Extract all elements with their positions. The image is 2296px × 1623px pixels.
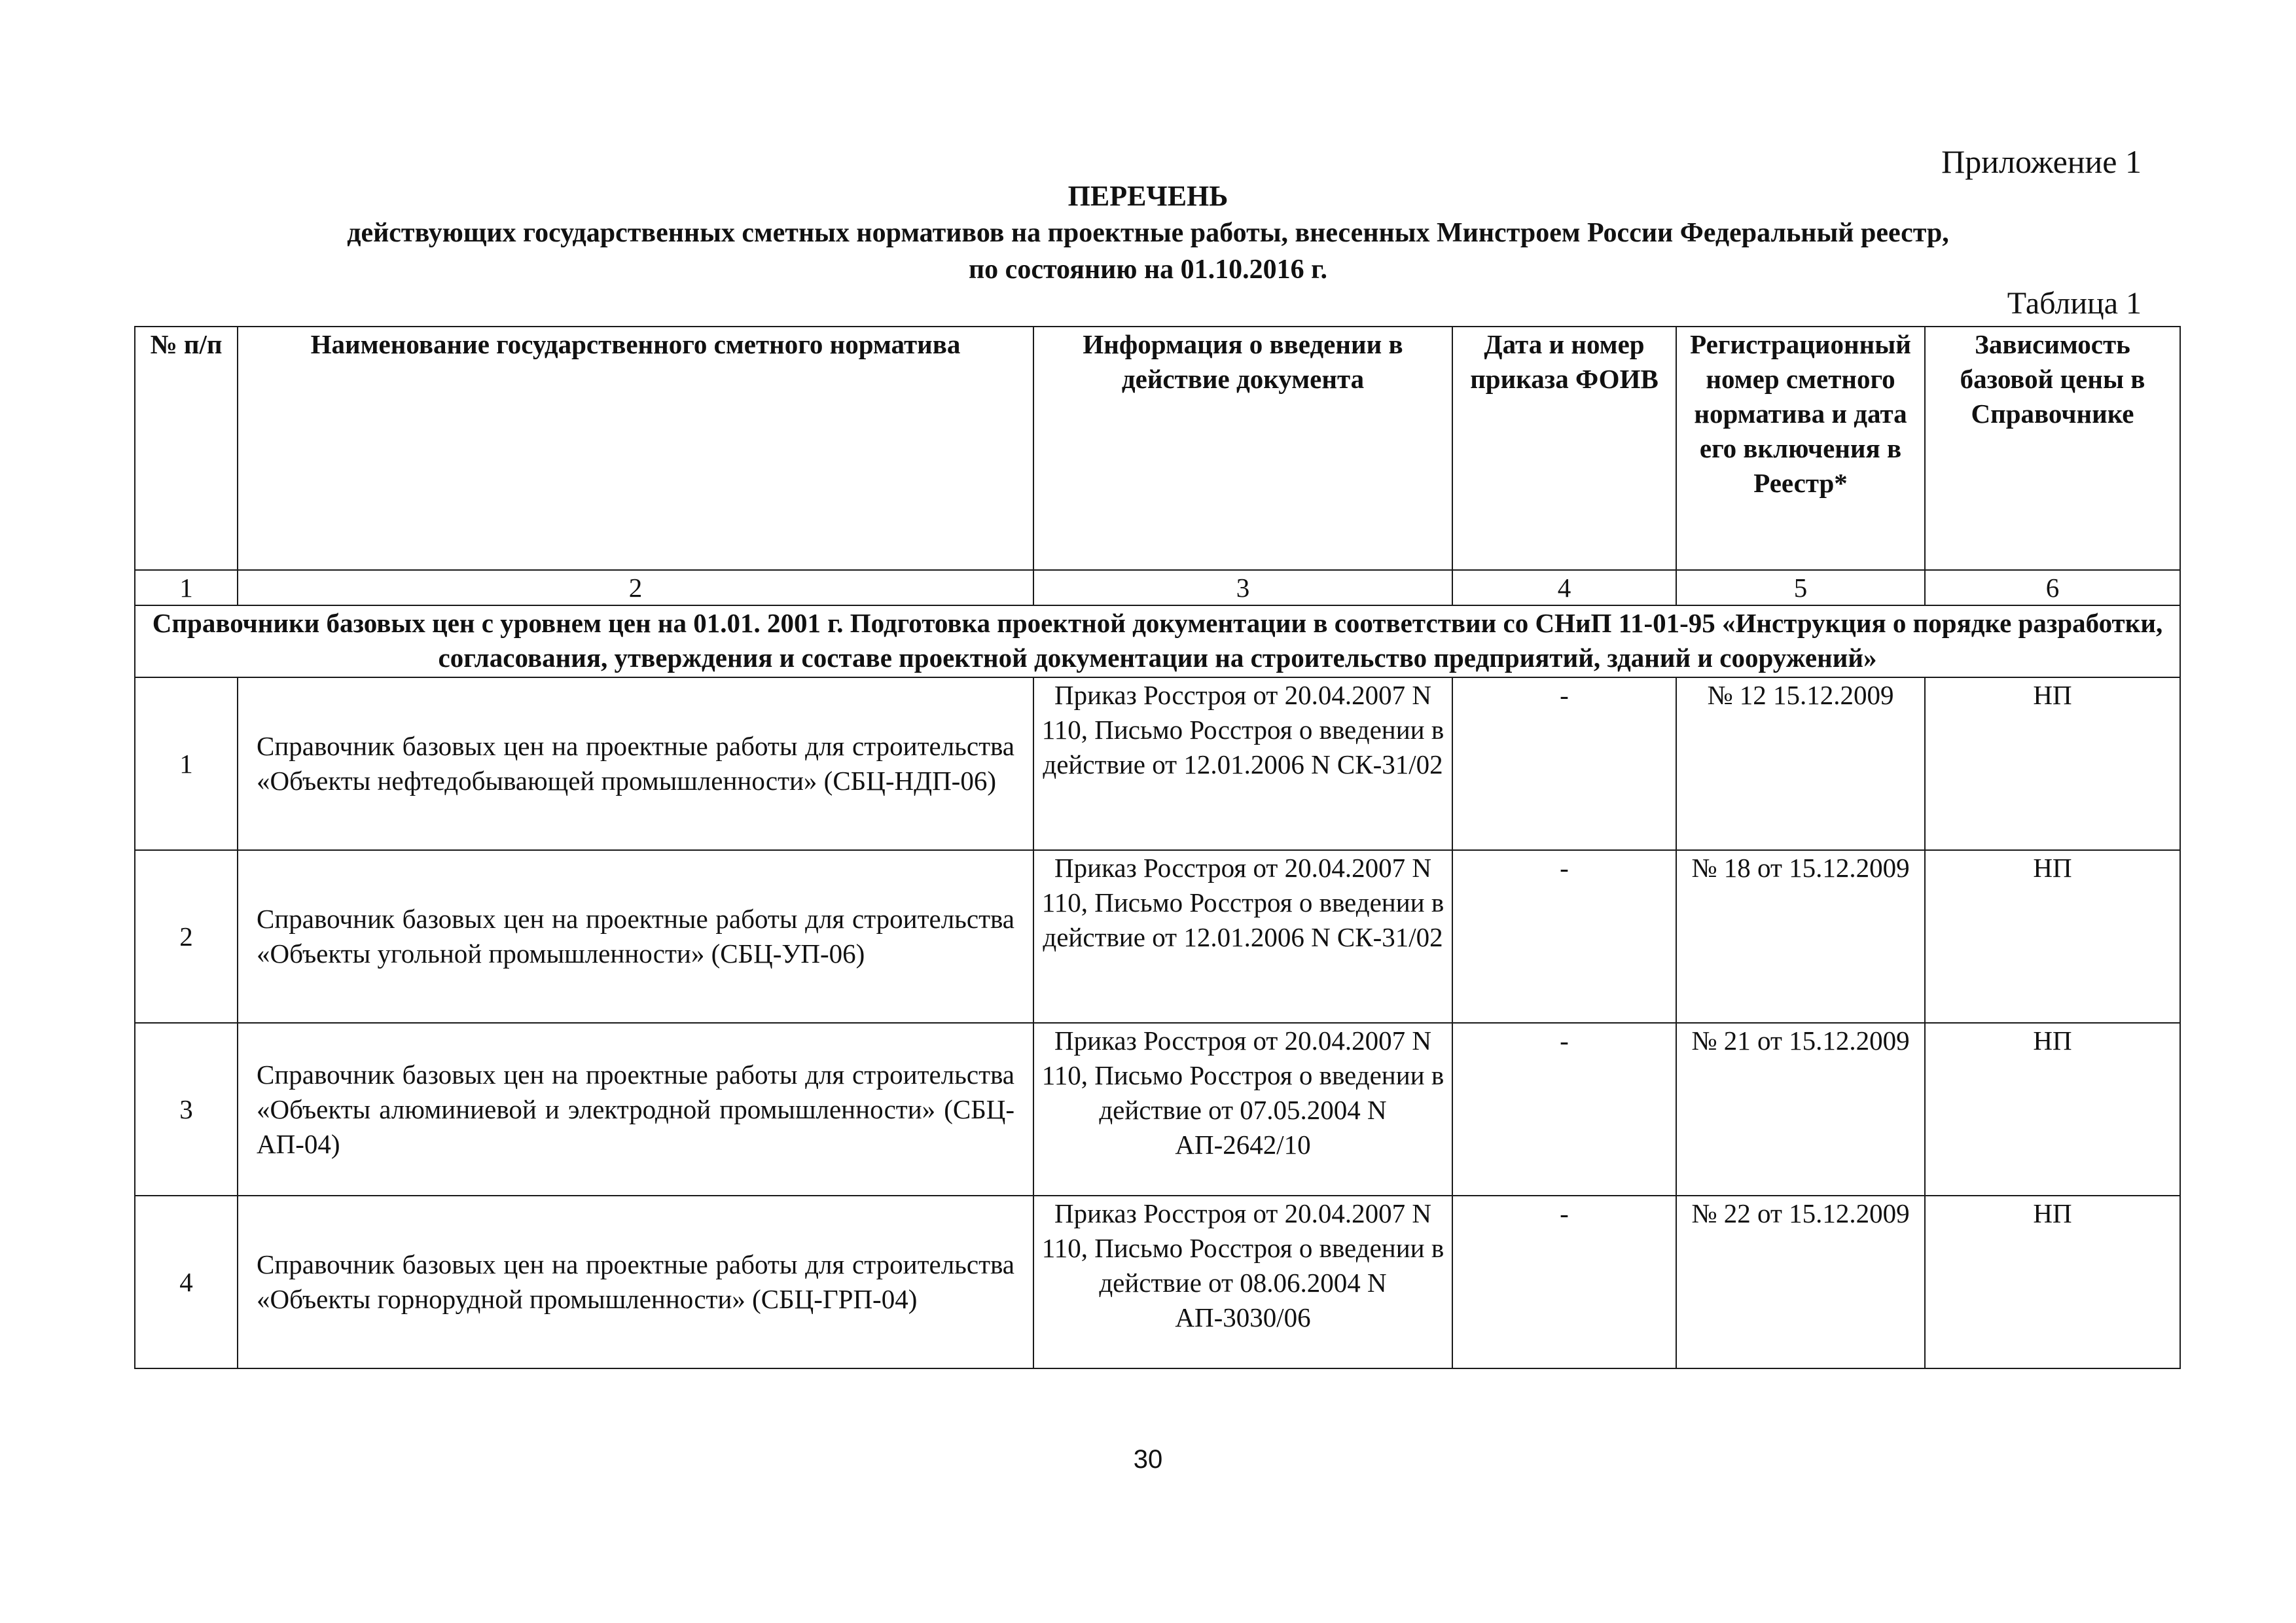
header-row (135, 327, 2180, 570)
column-number: 4 (1452, 570, 1676, 605)
header-cell: Регистрационный номер сметного норматива и дата его включения в Реестр* (1676, 327, 1925, 570)
normative-name: Справочник базовых цен на проектные работы для строительства «Объекты алюминиевой и электродной промышленности» (СБЦ-АП-04) (238, 1023, 1033, 1196)
header-cell: Информация о введении в действие документа (1033, 327, 1452, 570)
order-date-number: - (1452, 1023, 1676, 1196)
title-main: ПЕРЕЧЕНЬ (1067, 180, 1229, 212)
registration-number: № 12 15.12.2009 (1676, 677, 1925, 850)
header-cell: Дата и номер приказа ФОИВ (1452, 327, 1676, 570)
normatives-table (134, 326, 2181, 1369)
enactment-info: Приказ Росстроя от 20.04.2007 N 110, Письмо Росстроя о введении в действие от 12.01.2006 N СК-31/02 (1033, 677, 1452, 850)
section-title: Справочники базовых цен с уровнем цен на 01.01. 2001 г. Подготовка проектной документации в соответствии со СНиП 11-01-95 «Инструкция о порядке разработки, согласования, утверждения и составе проектной документации на строительство предприятий, зданий и сооружений» (135, 605, 2180, 677)
appendix-label: Приложение 1 (1941, 143, 2142, 180)
normative-name: Справочник базовых цен на проектные работы для строительства «Объекты угольной промышленности» (СБЦ-УП-06) (238, 850, 1033, 1023)
title-subtitle: действующих государственных сметных нормативов на проектные работы, внесенных Минстроем России Федеральный реестр, (347, 218, 1949, 248)
column-number: 1 (135, 570, 238, 605)
column-number: 5 (1676, 570, 1925, 605)
document-title (131, 178, 2165, 288)
normative-name: Справочник базовых цен на проектные работы для строительства «Объекты горнорудной промышленности» (СБЦ-ГРП-04) (238, 1196, 1033, 1368)
row-number: 1 (135, 677, 238, 850)
column-number-row (135, 570, 2180, 605)
title-date: по состоянию на 01.10.2016 г. (968, 255, 1327, 285)
normative-name: Справочник базовых цен на проектные работы для строительства «Объекты нефтедобывающей промышленности» (СБЦ-НДП-06) (238, 677, 1033, 850)
page-number: 30 (1133, 1445, 1163, 1474)
header-cell: Наименование государственного сметного норматива (238, 327, 1033, 570)
price-dependency: НП (1925, 677, 2180, 850)
order-date-number: - (1452, 1196, 1676, 1368)
row-number: 2 (135, 850, 238, 1023)
table-label: Таблица 1 (2007, 286, 2142, 321)
order-date-number: - (1452, 677, 1676, 850)
price-dependency: НП (1925, 850, 2180, 1023)
registration-number: № 18 от 15.12.2009 (1676, 850, 1925, 1023)
table-row (135, 1196, 2180, 1368)
column-number: 3 (1033, 570, 1452, 605)
registration-number: № 22 от 15.12.2009 (1676, 1196, 1925, 1368)
price-dependency: НП (1925, 1196, 2180, 1368)
table-row (135, 677, 2180, 850)
table-row (135, 1023, 2180, 1196)
price-dependency: НП (1925, 1023, 2180, 1196)
enactment-info: Приказ Росстроя от 20.04.2007 N 110, Письмо Росстроя о введении в действие от 07.05.2004 N АП-2642/10 (1033, 1023, 1452, 1196)
column-number: 2 (238, 570, 1033, 605)
header-cell: Зависимость базовой цены в Справочнике (1925, 327, 2180, 570)
row-number: 4 (135, 1196, 238, 1368)
order-date-number: - (1452, 850, 1676, 1023)
enactment-info: Приказ Росстроя от 20.04.2007 N 110, Письмо Росстроя о введении в действие от 08.06.2004 N АП-3030/06 (1033, 1196, 1452, 1368)
registration-number: № 21 от 15.12.2009 (1676, 1023, 1925, 1196)
column-number: 6 (1925, 570, 2180, 605)
header-cell: № п/п (135, 327, 238, 570)
row-number: 3 (135, 1023, 238, 1196)
section-row (135, 605, 2180, 677)
table-row (135, 850, 2180, 1023)
enactment-info: Приказ Росстроя от 20.04.2007 N 110, Письмо Росстроя о введении в действие от 12.01.2006 N СК-31/02 (1033, 850, 1452, 1023)
